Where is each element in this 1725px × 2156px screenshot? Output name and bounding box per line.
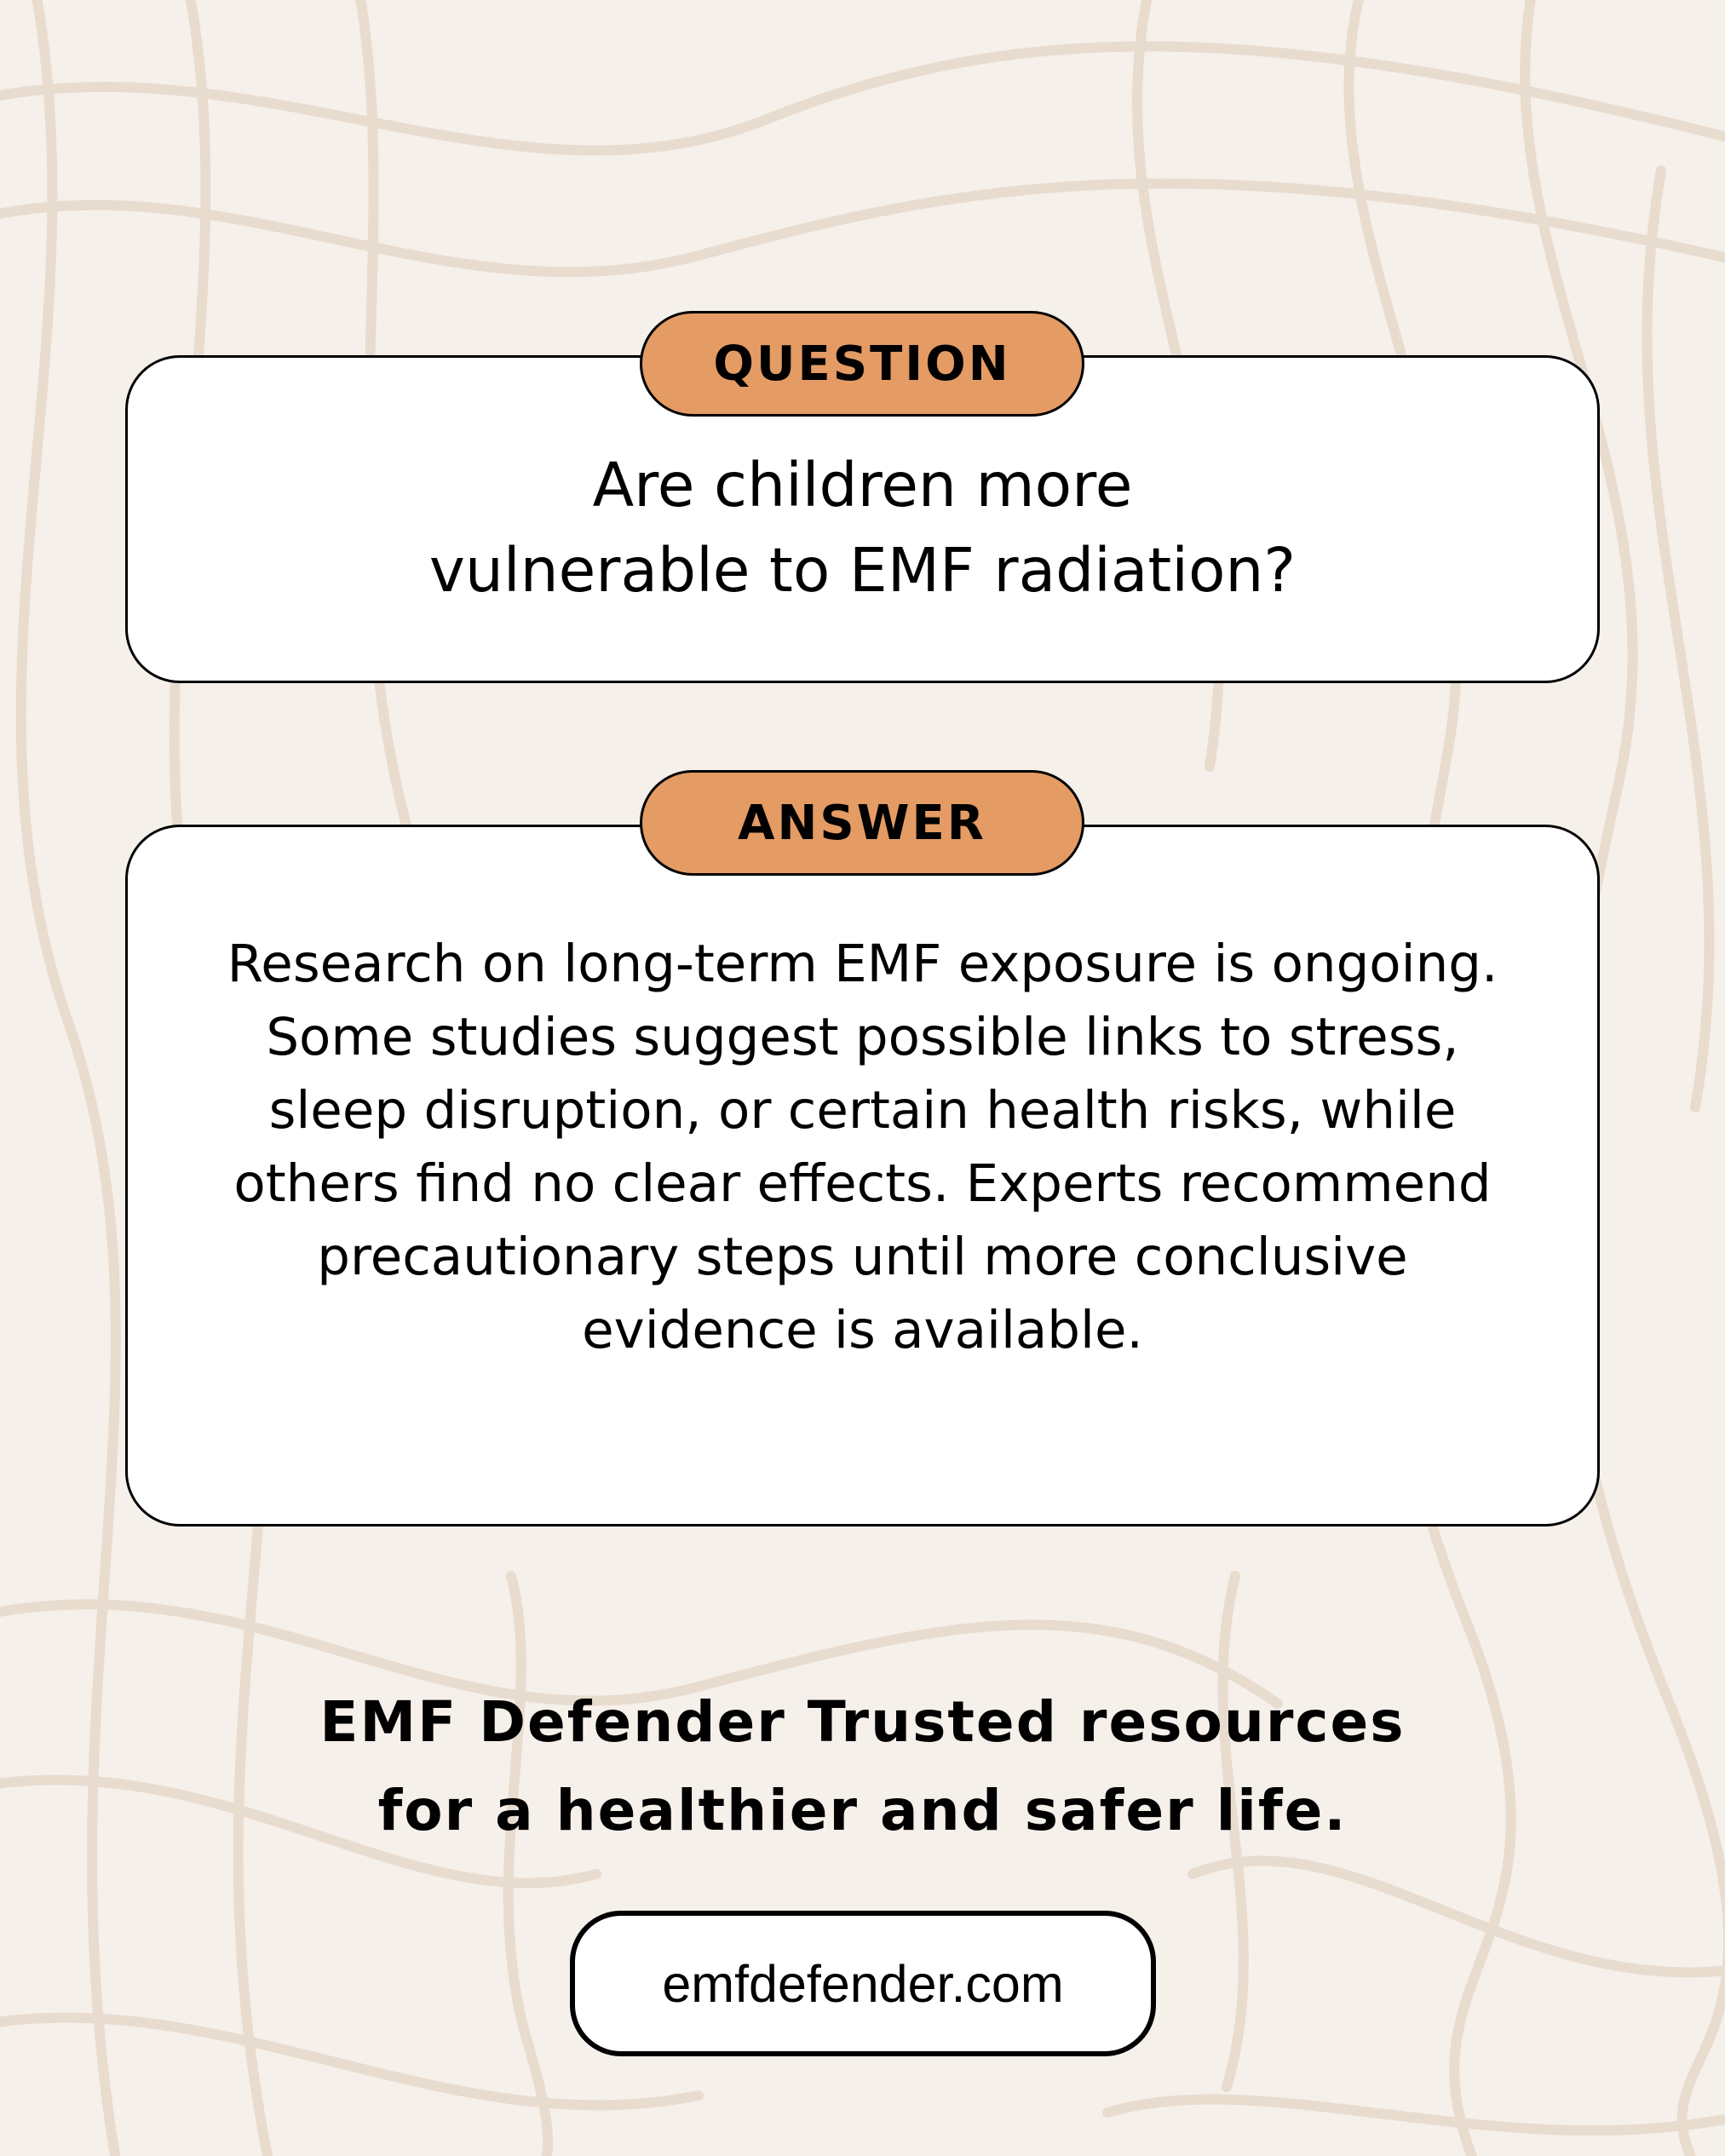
answer-text: Research on long-term EMF exposure is ongoing. Some studies suggest possible links to stress, sleep disruption, or certain health risks, while others find no clear effects. Experts recommend precautionary steps until more conclusive evidence is available. — [227, 934, 1498, 1360]
answer-label-badge: ANSWER — [640, 770, 1084, 876]
question-label-badge: QUESTION — [640, 311, 1084, 417]
answer-card — [125, 825, 1600, 1526]
footer-tagline: EMF Defender Trusted resources for a healthier and safer life. — [319, 1689, 1406, 1843]
website-link-button[interactable]: emfdefender.com — [570, 1911, 1156, 2056]
question-text: Are children more vulnerable to EMF radiation? — [428, 450, 1297, 606]
